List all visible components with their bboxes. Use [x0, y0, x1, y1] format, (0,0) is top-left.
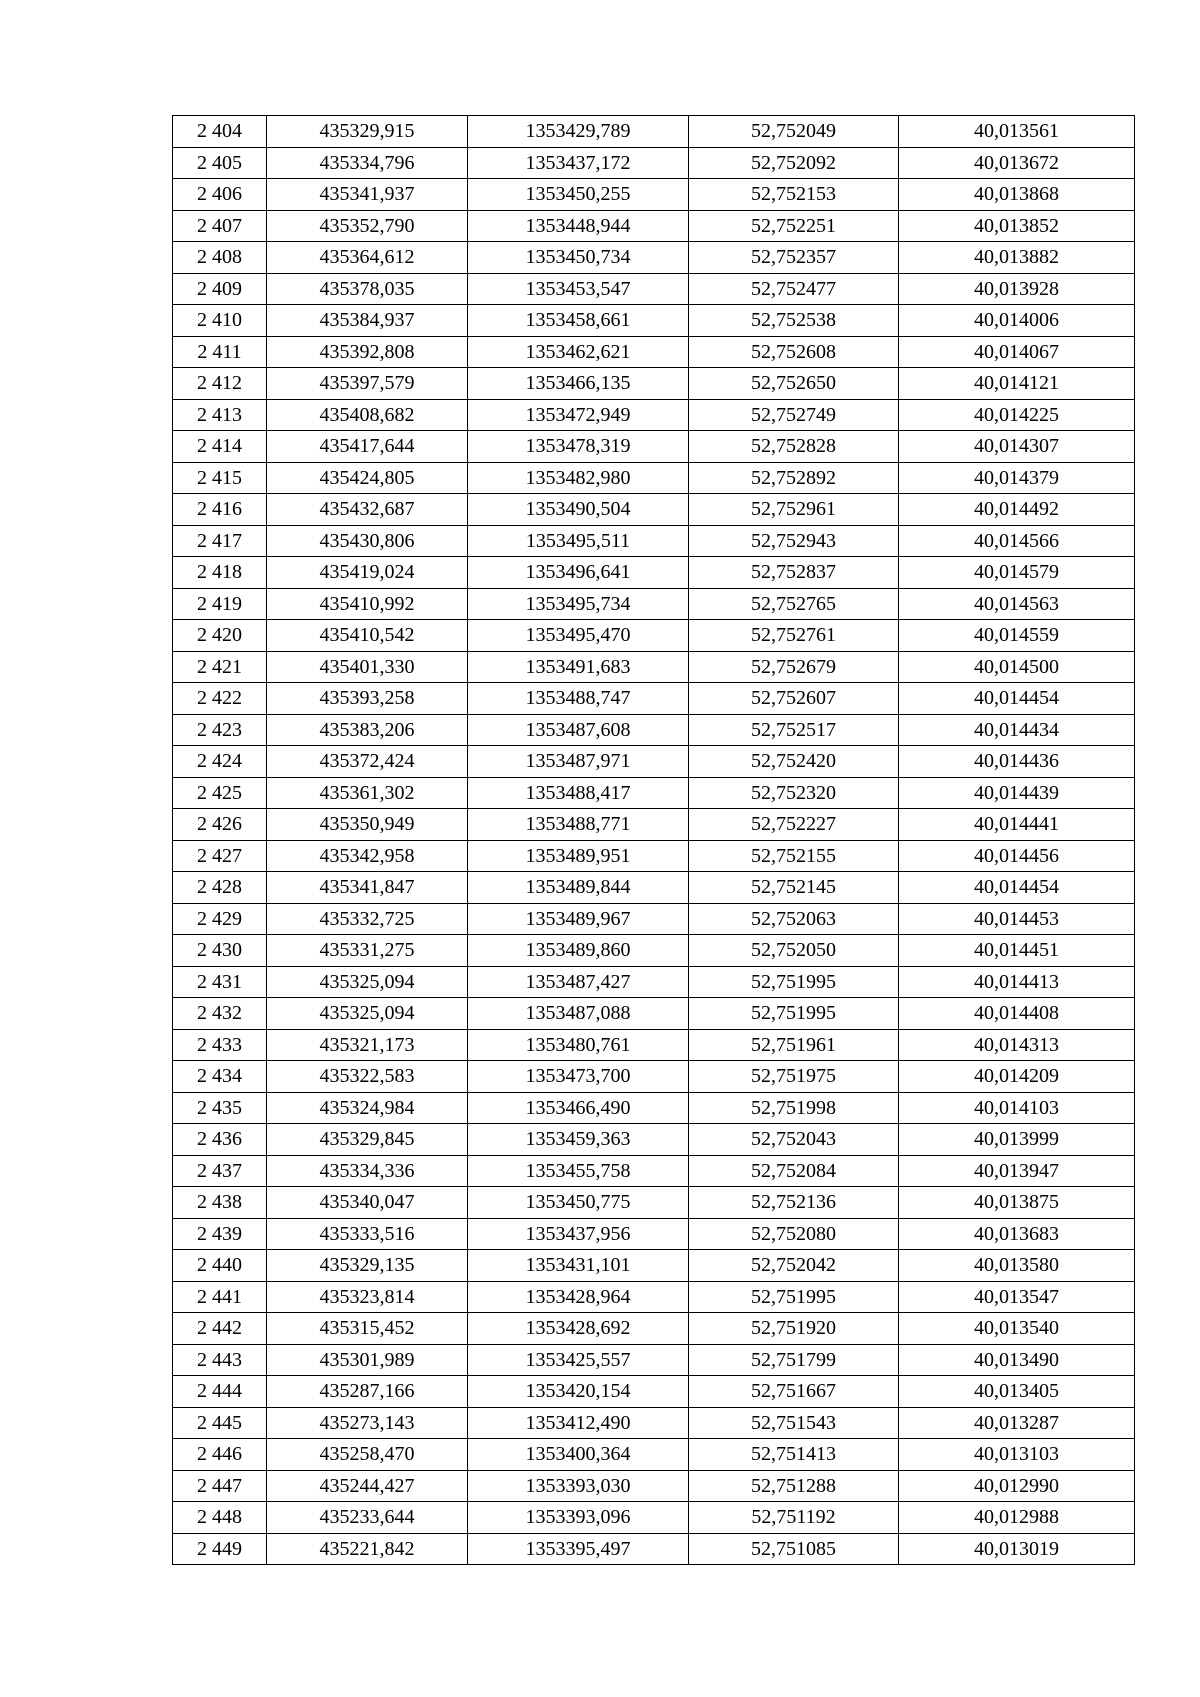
- y-coordinate-cell: 1353487,427: [468, 966, 689, 998]
- latitude-cell: 52,752837: [689, 557, 899, 589]
- longitude-cell: 40,014225: [899, 399, 1135, 431]
- longitude-cell: 40,012990: [899, 1470, 1135, 1502]
- longitude-cell: 40,014579: [899, 557, 1135, 589]
- table-row: [173, 462, 1135, 494]
- latitude-cell: 52,751543: [689, 1407, 899, 1439]
- latitude-cell: 52,752892: [689, 462, 899, 494]
- x-coordinate-cell: 435372,424: [267, 746, 468, 778]
- point-number-cell: 2 447: [173, 1470, 267, 1502]
- latitude-cell: 52,751995: [689, 998, 899, 1030]
- y-coordinate-cell: 1353428,692: [468, 1313, 689, 1345]
- latitude-cell: 52,752517: [689, 714, 899, 746]
- latitude-cell: 52,752961: [689, 494, 899, 526]
- y-coordinate-cell: 1353489,844: [468, 872, 689, 904]
- y-coordinate-cell: 1353466,135: [468, 368, 689, 400]
- table-row: [173, 1250, 1135, 1282]
- table-row: [173, 116, 1135, 148]
- latitude-cell: 52,752136: [689, 1187, 899, 1219]
- longitude-cell: 40,013490: [899, 1344, 1135, 1376]
- longitude-cell: 40,014454: [899, 683, 1135, 715]
- x-coordinate-cell: 435341,847: [267, 872, 468, 904]
- latitude-cell: 52,752155: [689, 840, 899, 872]
- point-number-cell: 2 425: [173, 777, 267, 809]
- y-coordinate-cell: 1353473,700: [468, 1061, 689, 1093]
- x-coordinate-cell: 435329,915: [267, 116, 468, 148]
- point-number-cell: 2 426: [173, 809, 267, 841]
- latitude-cell: 52,752765: [689, 588, 899, 620]
- x-coordinate-cell: 435287,166: [267, 1376, 468, 1408]
- longitude-cell: 40,014566: [899, 525, 1135, 557]
- point-number-cell: 2 427: [173, 840, 267, 872]
- point-number-cell: 2 445: [173, 1407, 267, 1439]
- longitude-cell: 40,013580: [899, 1250, 1135, 1282]
- point-number-cell: 2 410: [173, 305, 267, 337]
- table-row: [173, 242, 1135, 274]
- longitude-cell: 40,014563: [899, 588, 1135, 620]
- y-coordinate-cell: 1353495,734: [468, 588, 689, 620]
- x-coordinate-cell: 435408,682: [267, 399, 468, 431]
- coordinates-table-body: [173, 116, 1135, 1565]
- latitude-cell: 52,751998: [689, 1092, 899, 1124]
- x-coordinate-cell: 435392,808: [267, 336, 468, 368]
- y-coordinate-cell: 1353478,319: [468, 431, 689, 463]
- y-coordinate-cell: 1353488,417: [468, 777, 689, 809]
- point-number-cell: 2 430: [173, 935, 267, 967]
- point-number-cell: 2 408: [173, 242, 267, 274]
- longitude-cell: 40,014209: [899, 1061, 1135, 1093]
- longitude-cell: 40,014441: [899, 809, 1135, 841]
- table-row: [173, 1533, 1135, 1565]
- y-coordinate-cell: 1353458,661: [468, 305, 689, 337]
- longitude-cell: 40,014103: [899, 1092, 1135, 1124]
- point-number-cell: 2 413: [173, 399, 267, 431]
- y-coordinate-cell: 1353437,956: [468, 1218, 689, 1250]
- point-number-cell: 2 439: [173, 1218, 267, 1250]
- y-coordinate-cell: 1353431,101: [468, 1250, 689, 1282]
- x-coordinate-cell: 435410,992: [267, 588, 468, 620]
- y-coordinate-cell: 1353487,608: [468, 714, 689, 746]
- y-coordinate-cell: 1353429,789: [468, 116, 689, 148]
- point-number-cell: 2 409: [173, 273, 267, 305]
- longitude-cell: 40,014379: [899, 462, 1135, 494]
- latitude-cell: 52,752420: [689, 746, 899, 778]
- y-coordinate-cell: 1353437,172: [468, 147, 689, 179]
- latitude-cell: 52,752679: [689, 651, 899, 683]
- longitude-cell: 40,013405: [899, 1376, 1135, 1408]
- x-coordinate-cell: 435342,958: [267, 840, 468, 872]
- table-row: [173, 872, 1135, 904]
- point-number-cell: 2 449: [173, 1533, 267, 1565]
- longitude-cell: 40,014307: [899, 431, 1135, 463]
- table-row: [173, 966, 1135, 998]
- longitude-cell: 40,014006: [899, 305, 1135, 337]
- point-number-cell: 2 437: [173, 1155, 267, 1187]
- longitude-cell: 40,013852: [899, 210, 1135, 242]
- point-number-cell: 2 434: [173, 1061, 267, 1093]
- latitude-cell: 52,751961: [689, 1029, 899, 1061]
- y-coordinate-cell: 1353487,088: [468, 998, 689, 1030]
- y-coordinate-cell: 1353412,490: [468, 1407, 689, 1439]
- table-row: [173, 494, 1135, 526]
- point-number-cell: 2 433: [173, 1029, 267, 1061]
- latitude-cell: 52,752153: [689, 179, 899, 211]
- table-row: [173, 809, 1135, 841]
- latitude-cell: 52,752042: [689, 1250, 899, 1282]
- longitude-cell: 40,014453: [899, 903, 1135, 935]
- latitude-cell: 52,751975: [689, 1061, 899, 1093]
- table-row: [173, 903, 1135, 935]
- table-row: [173, 1376, 1135, 1408]
- longitude-cell: 40,013103: [899, 1439, 1135, 1471]
- latitude-cell: 52,751995: [689, 966, 899, 998]
- x-coordinate-cell: 435324,984: [267, 1092, 468, 1124]
- longitude-cell: 40,013947: [899, 1155, 1135, 1187]
- table-row: [173, 557, 1135, 589]
- latitude-cell: 52,752761: [689, 620, 899, 652]
- longitude-cell: 40,013875: [899, 1187, 1135, 1219]
- latitude-cell: 52,752538: [689, 305, 899, 337]
- x-coordinate-cell: 435334,796: [267, 147, 468, 179]
- point-number-cell: 2 446: [173, 1439, 267, 1471]
- y-coordinate-cell: 1353428,964: [468, 1281, 689, 1313]
- x-coordinate-cell: 435321,173: [267, 1029, 468, 1061]
- y-coordinate-cell: 1353490,504: [468, 494, 689, 526]
- longitude-cell: 40,014454: [899, 872, 1135, 904]
- x-coordinate-cell: 435341,937: [267, 179, 468, 211]
- y-coordinate-cell: 1353400,364: [468, 1439, 689, 1471]
- point-number-cell: 2 443: [173, 1344, 267, 1376]
- table-row: [173, 683, 1135, 715]
- point-number-cell: 2 416: [173, 494, 267, 526]
- x-coordinate-cell: 435315,452: [267, 1313, 468, 1345]
- x-coordinate-cell: 435361,302: [267, 777, 468, 809]
- table-row: [173, 368, 1135, 400]
- x-coordinate-cell: 435384,937: [267, 305, 468, 337]
- longitude-cell: 40,014559: [899, 620, 1135, 652]
- point-number-cell: 2 419: [173, 588, 267, 620]
- x-coordinate-cell: 435383,206: [267, 714, 468, 746]
- y-coordinate-cell: 1353491,683: [468, 651, 689, 683]
- y-coordinate-cell: 1353420,154: [468, 1376, 689, 1408]
- x-coordinate-cell: 435325,094: [267, 998, 468, 1030]
- latitude-cell: 52,752084: [689, 1155, 899, 1187]
- table-row: [173, 746, 1135, 778]
- latitude-cell: 52,751085: [689, 1533, 899, 1565]
- table-row: [173, 273, 1135, 305]
- x-coordinate-cell: 435340,047: [267, 1187, 468, 1219]
- x-coordinate-cell: 435401,330: [267, 651, 468, 683]
- table-row: [173, 1155, 1135, 1187]
- y-coordinate-cell: 1353489,951: [468, 840, 689, 872]
- point-number-cell: 2 448: [173, 1502, 267, 1534]
- point-number-cell: 2 404: [173, 116, 267, 148]
- point-number-cell: 2 411: [173, 336, 267, 368]
- point-number-cell: 2 436: [173, 1124, 267, 1156]
- x-coordinate-cell: 435332,725: [267, 903, 468, 935]
- latitude-cell: 52,752043: [689, 1124, 899, 1156]
- latitude-cell: 52,752145: [689, 872, 899, 904]
- point-number-cell: 2 406: [173, 179, 267, 211]
- latitude-cell: 52,752320: [689, 777, 899, 809]
- longitude-cell: 40,014408: [899, 998, 1135, 1030]
- x-coordinate-cell: 435352,790: [267, 210, 468, 242]
- y-coordinate-cell: 1353488,771: [468, 809, 689, 841]
- y-coordinate-cell: 1353450,734: [468, 242, 689, 274]
- table-row: [173, 1218, 1135, 1250]
- latitude-cell: 52,752749: [689, 399, 899, 431]
- table-row: [173, 336, 1135, 368]
- longitude-cell: 40,014451: [899, 935, 1135, 967]
- latitude-cell: 52,752828: [689, 431, 899, 463]
- x-coordinate-cell: 435301,989: [267, 1344, 468, 1376]
- y-coordinate-cell: 1353495,511: [468, 525, 689, 557]
- longitude-cell: 40,013672: [899, 147, 1135, 179]
- latitude-cell: 52,751920: [689, 1313, 899, 1345]
- point-number-cell: 2 405: [173, 147, 267, 179]
- y-coordinate-cell: 1353489,967: [468, 903, 689, 935]
- latitude-cell: 52,752357: [689, 242, 899, 274]
- x-coordinate-cell: 435258,470: [267, 1439, 468, 1471]
- longitude-cell: 40,013683: [899, 1218, 1135, 1250]
- y-coordinate-cell: 1353450,775: [468, 1187, 689, 1219]
- y-coordinate-cell: 1353450,255: [468, 179, 689, 211]
- longitude-cell: 40,014439: [899, 777, 1135, 809]
- x-coordinate-cell: 435244,427: [267, 1470, 468, 1502]
- point-number-cell: 2 414: [173, 431, 267, 463]
- point-number-cell: 2 441: [173, 1281, 267, 1313]
- point-number-cell: 2 428: [173, 872, 267, 904]
- point-number-cell: 2 407: [173, 210, 267, 242]
- x-coordinate-cell: 435417,644: [267, 431, 468, 463]
- table-row: [173, 651, 1135, 683]
- table-row: [173, 1029, 1135, 1061]
- table-row: [173, 620, 1135, 652]
- latitude-cell: 52,751995: [689, 1281, 899, 1313]
- longitude-cell: 40,012988: [899, 1502, 1135, 1534]
- longitude-cell: 40,014500: [899, 651, 1135, 683]
- x-coordinate-cell: 435393,258: [267, 683, 468, 715]
- longitude-cell: 40,014456: [899, 840, 1135, 872]
- point-number-cell: 2 418: [173, 557, 267, 589]
- x-coordinate-cell: 435273,143: [267, 1407, 468, 1439]
- x-coordinate-cell: 435397,579: [267, 368, 468, 400]
- longitude-cell: 40,014067: [899, 336, 1135, 368]
- latitude-cell: 52,751413: [689, 1439, 899, 1471]
- table-row: [173, 399, 1135, 431]
- coordinates-table: [172, 115, 1135, 1565]
- table-row: [173, 431, 1135, 463]
- x-coordinate-cell: 435364,612: [267, 242, 468, 274]
- latitude-cell: 52,752251: [689, 210, 899, 242]
- longitude-cell: 40,013882: [899, 242, 1135, 274]
- y-coordinate-cell: 1353455,758: [468, 1155, 689, 1187]
- table-row: [173, 935, 1135, 967]
- table-row: [173, 1124, 1135, 1156]
- y-coordinate-cell: 1353488,747: [468, 683, 689, 715]
- longitude-cell: 40,013547: [899, 1281, 1135, 1313]
- table-row: [173, 1344, 1135, 1376]
- latitude-cell: 52,752227: [689, 809, 899, 841]
- point-number-cell: 2 417: [173, 525, 267, 557]
- table-row: [173, 210, 1135, 242]
- table-row: [173, 1281, 1135, 1313]
- latitude-cell: 52,751288: [689, 1470, 899, 1502]
- longitude-cell: 40,013928: [899, 273, 1135, 305]
- longitude-cell: 40,013287: [899, 1407, 1135, 1439]
- y-coordinate-cell: 1353489,860: [468, 935, 689, 967]
- point-number-cell: 2 415: [173, 462, 267, 494]
- y-coordinate-cell: 1353462,621: [468, 336, 689, 368]
- point-number-cell: 2 423: [173, 714, 267, 746]
- y-coordinate-cell: 1353425,557: [468, 1344, 689, 1376]
- latitude-cell: 52,752049: [689, 116, 899, 148]
- y-coordinate-cell: 1353487,971: [468, 746, 689, 778]
- x-coordinate-cell: 435221,842: [267, 1533, 468, 1565]
- table-row: [173, 305, 1135, 337]
- point-number-cell: 2 442: [173, 1313, 267, 1345]
- latitude-cell: 52,752477: [689, 273, 899, 305]
- longitude-cell: 40,014121: [899, 368, 1135, 400]
- y-coordinate-cell: 1353472,949: [468, 399, 689, 431]
- latitude-cell: 52,752050: [689, 935, 899, 967]
- latitude-cell: 52,751799: [689, 1344, 899, 1376]
- y-coordinate-cell: 1353393,096: [468, 1502, 689, 1534]
- x-coordinate-cell: 435325,094: [267, 966, 468, 998]
- point-number-cell: 2 412: [173, 368, 267, 400]
- y-coordinate-cell: 1353496,641: [468, 557, 689, 589]
- table-row: [173, 998, 1135, 1030]
- table-row: [173, 1502, 1135, 1534]
- x-coordinate-cell: 435424,805: [267, 462, 468, 494]
- longitude-cell: 40,013540: [899, 1313, 1135, 1345]
- point-number-cell: 2 429: [173, 903, 267, 935]
- y-coordinate-cell: 1353466,490: [468, 1092, 689, 1124]
- y-coordinate-cell: 1353393,030: [468, 1470, 689, 1502]
- y-coordinate-cell: 1353453,547: [468, 273, 689, 305]
- table-row: [173, 179, 1135, 211]
- x-coordinate-cell: 435322,583: [267, 1061, 468, 1093]
- x-coordinate-cell: 435329,845: [267, 1124, 468, 1156]
- table-row: [173, 525, 1135, 557]
- longitude-cell: 40,013868: [899, 179, 1135, 211]
- x-coordinate-cell: 435329,135: [267, 1250, 468, 1282]
- latitude-cell: 52,752092: [689, 147, 899, 179]
- table-row: [173, 1187, 1135, 1219]
- x-coordinate-cell: 435334,336: [267, 1155, 468, 1187]
- table-row: [173, 147, 1135, 179]
- x-coordinate-cell: 435432,687: [267, 494, 468, 526]
- point-number-cell: 2 432: [173, 998, 267, 1030]
- x-coordinate-cell: 435419,024: [267, 557, 468, 589]
- latitude-cell: 52,751192: [689, 1502, 899, 1534]
- y-coordinate-cell: 1353459,363: [468, 1124, 689, 1156]
- point-number-cell: 2 440: [173, 1250, 267, 1282]
- y-coordinate-cell: 1353482,980: [468, 462, 689, 494]
- point-number-cell: 2 421: [173, 651, 267, 683]
- y-coordinate-cell: 1353395,497: [468, 1533, 689, 1565]
- y-coordinate-cell: 1353495,470: [468, 620, 689, 652]
- point-number-cell: 2 422: [173, 683, 267, 715]
- longitude-cell: 40,014313: [899, 1029, 1135, 1061]
- longitude-cell: 40,013019: [899, 1533, 1135, 1565]
- x-coordinate-cell: 435233,644: [267, 1502, 468, 1534]
- x-coordinate-cell: 435410,542: [267, 620, 468, 652]
- table-row: [173, 1092, 1135, 1124]
- longitude-cell: 40,014413: [899, 966, 1135, 998]
- y-coordinate-cell: 1353480,761: [468, 1029, 689, 1061]
- longitude-cell: 40,014436: [899, 746, 1135, 778]
- x-coordinate-cell: 435333,516: [267, 1218, 468, 1250]
- table-row: [173, 1313, 1135, 1345]
- table-row: [173, 1061, 1135, 1093]
- x-coordinate-cell: 435378,035: [267, 273, 468, 305]
- table-row: [173, 588, 1135, 620]
- point-number-cell: 2 438: [173, 1187, 267, 1219]
- point-number-cell: 2 420: [173, 620, 267, 652]
- table-row: [173, 1407, 1135, 1439]
- latitude-cell: 52,752608: [689, 336, 899, 368]
- x-coordinate-cell: 435430,806: [267, 525, 468, 557]
- point-number-cell: 2 435: [173, 1092, 267, 1124]
- latitude-cell: 52,752607: [689, 683, 899, 715]
- table-row: [173, 777, 1135, 809]
- x-coordinate-cell: 435350,949: [267, 809, 468, 841]
- table-row: [173, 840, 1135, 872]
- y-coordinate-cell: 1353448,944: [468, 210, 689, 242]
- latitude-cell: 52,752063: [689, 903, 899, 935]
- longitude-cell: 40,013561: [899, 116, 1135, 148]
- x-coordinate-cell: 435323,814: [267, 1281, 468, 1313]
- table-row: [173, 1439, 1135, 1471]
- latitude-cell: 52,751667: [689, 1376, 899, 1408]
- point-number-cell: 2 444: [173, 1376, 267, 1408]
- latitude-cell: 52,752650: [689, 368, 899, 400]
- longitude-cell: 40,013999: [899, 1124, 1135, 1156]
- table-row: [173, 1470, 1135, 1502]
- table-row: [173, 714, 1135, 746]
- latitude-cell: 52,752080: [689, 1218, 899, 1250]
- point-number-cell: 2 431: [173, 966, 267, 998]
- point-number-cell: 2 424: [173, 746, 267, 778]
- x-coordinate-cell: 435331,275: [267, 935, 468, 967]
- latitude-cell: 52,752943: [689, 525, 899, 557]
- longitude-cell: 40,014492: [899, 494, 1135, 526]
- longitude-cell: 40,014434: [899, 714, 1135, 746]
